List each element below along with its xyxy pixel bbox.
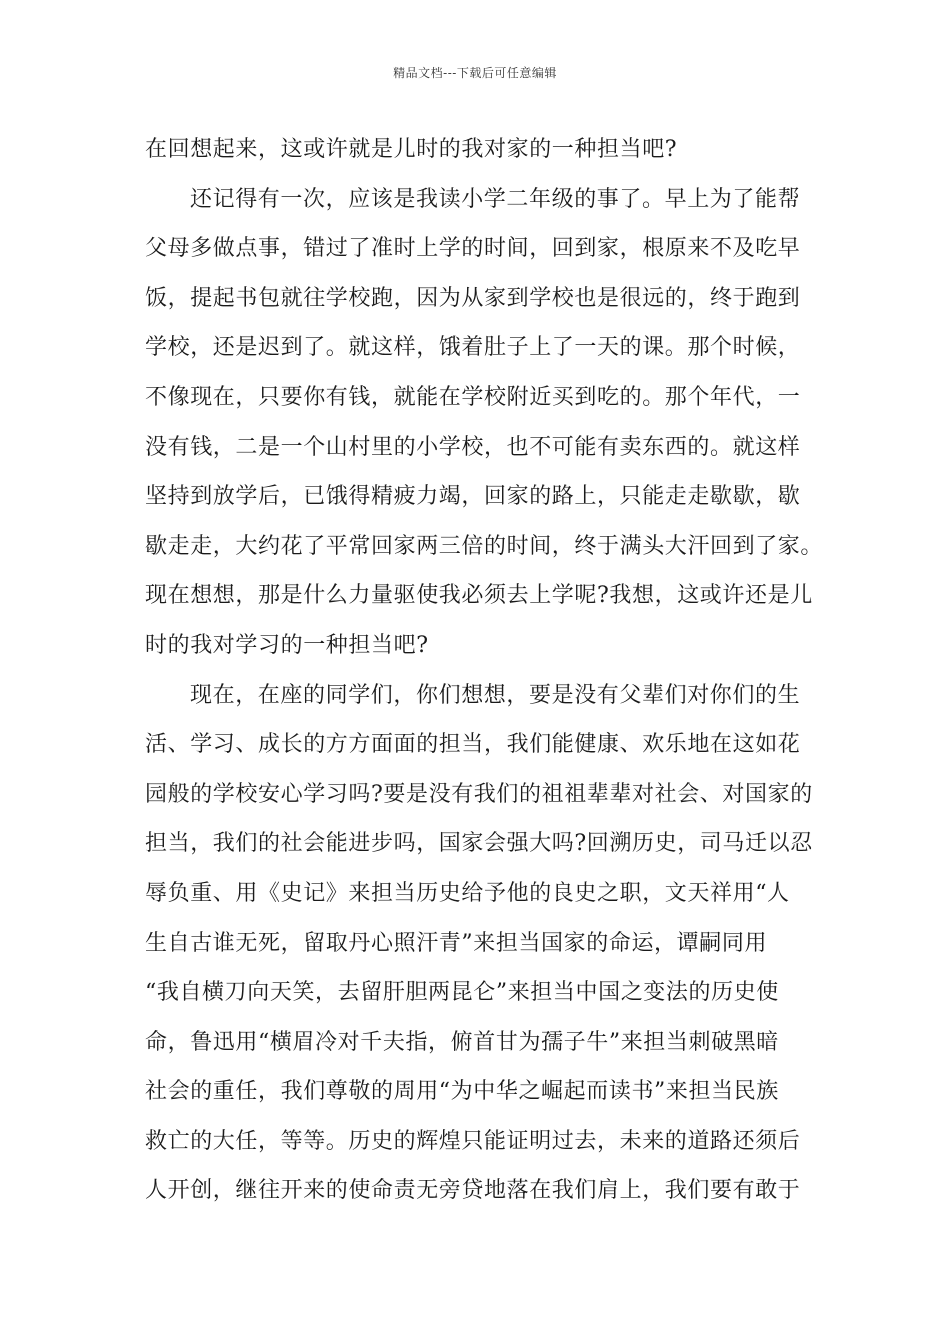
text-line: 学校，还是迟到了。就这样，饿着肚子上了一天的课。那个时候， [145,335,801,361]
text-line: 担当，我们的社会能进步吗，国家会强大吗?回溯历史，司马迁以忍 [145,831,813,857]
text-line: 父母多做点事，错过了准时上学的时间，回到家，根原来不及吃早 [145,236,801,262]
text-line: 人开创，继往开来的使命责无旁贷地落在我们肩上，我们要有敢于 [145,1178,801,1204]
text-line: 生自古谁无死，留取丹心照汗青”来担当国家的命运，谭嗣同用 [145,930,768,956]
text-line: 饭，提起书包就往学校跑，因为从家到学校也是很远的，终于跑到 [145,285,801,311]
text-line: 现在，在座的同学们，你们想想，要是没有父辈们对你们的生 [190,682,801,708]
page-header: 精品文档---下载后可任意编辑 [393,66,557,80]
body-text [145,130,824,1221]
text-line: 坚持到放学后，已饿得精疲力竭，回家的路上，只能走走歇歇，歇 [145,484,801,510]
text-line: 园般的学校安心学习吗?要是没有我们的祖祖辈辈对社会、对国家的 [145,781,813,807]
text-line: 歇走走，大约花了平常回家两三倍的时间，终于满头大汗回到了家。 [145,533,824,559]
text-line: 不像现在，只要你有钱，就能在学校附近买到吃的。那个年代，一 [145,384,801,410]
text-line: 救亡的大任，等等。历史的辉煌只能证明过去，未来的道路还须后 [145,1128,801,1154]
text-line: 现在想想，那是什么力量驱使我必须去上学呢?我想，这或许还是儿 [145,583,813,609]
text-line: 命，鲁迅用“横眉冷对千夫指，俯首甘为孺子牛”来担当刺破黑暗 [145,1029,779,1055]
text-line: 辱负重、用《史记》来担当历史给予他的良史之职，文天祥用“人 [145,880,790,906]
text-line: 活、学习、成长的方方面面的担当，我们能健康、欢乐地在这如花 [145,732,801,758]
text-line: 时的我对学习的一种担当吧? [145,632,429,658]
text-line: 还记得有一次，应该是我读小学二年级的事了。早上为了能帮 [190,186,801,212]
text-line: 在回想起来，这或许就是儿时的我对家的一种担当吧? [145,137,678,162]
text-line: 没有钱，二是一个山村里的小学校，也不可能有卖东西的。就这样 [145,434,801,460]
text-line: “我自横刀向天笑，去留肝胆两昆仑”来担当中国之变法的历史使 [145,980,779,1006]
text-line: 社会的重任，我们尊敬的周用“为中华之崛起而读书”来担当民族 [145,1079,779,1105]
